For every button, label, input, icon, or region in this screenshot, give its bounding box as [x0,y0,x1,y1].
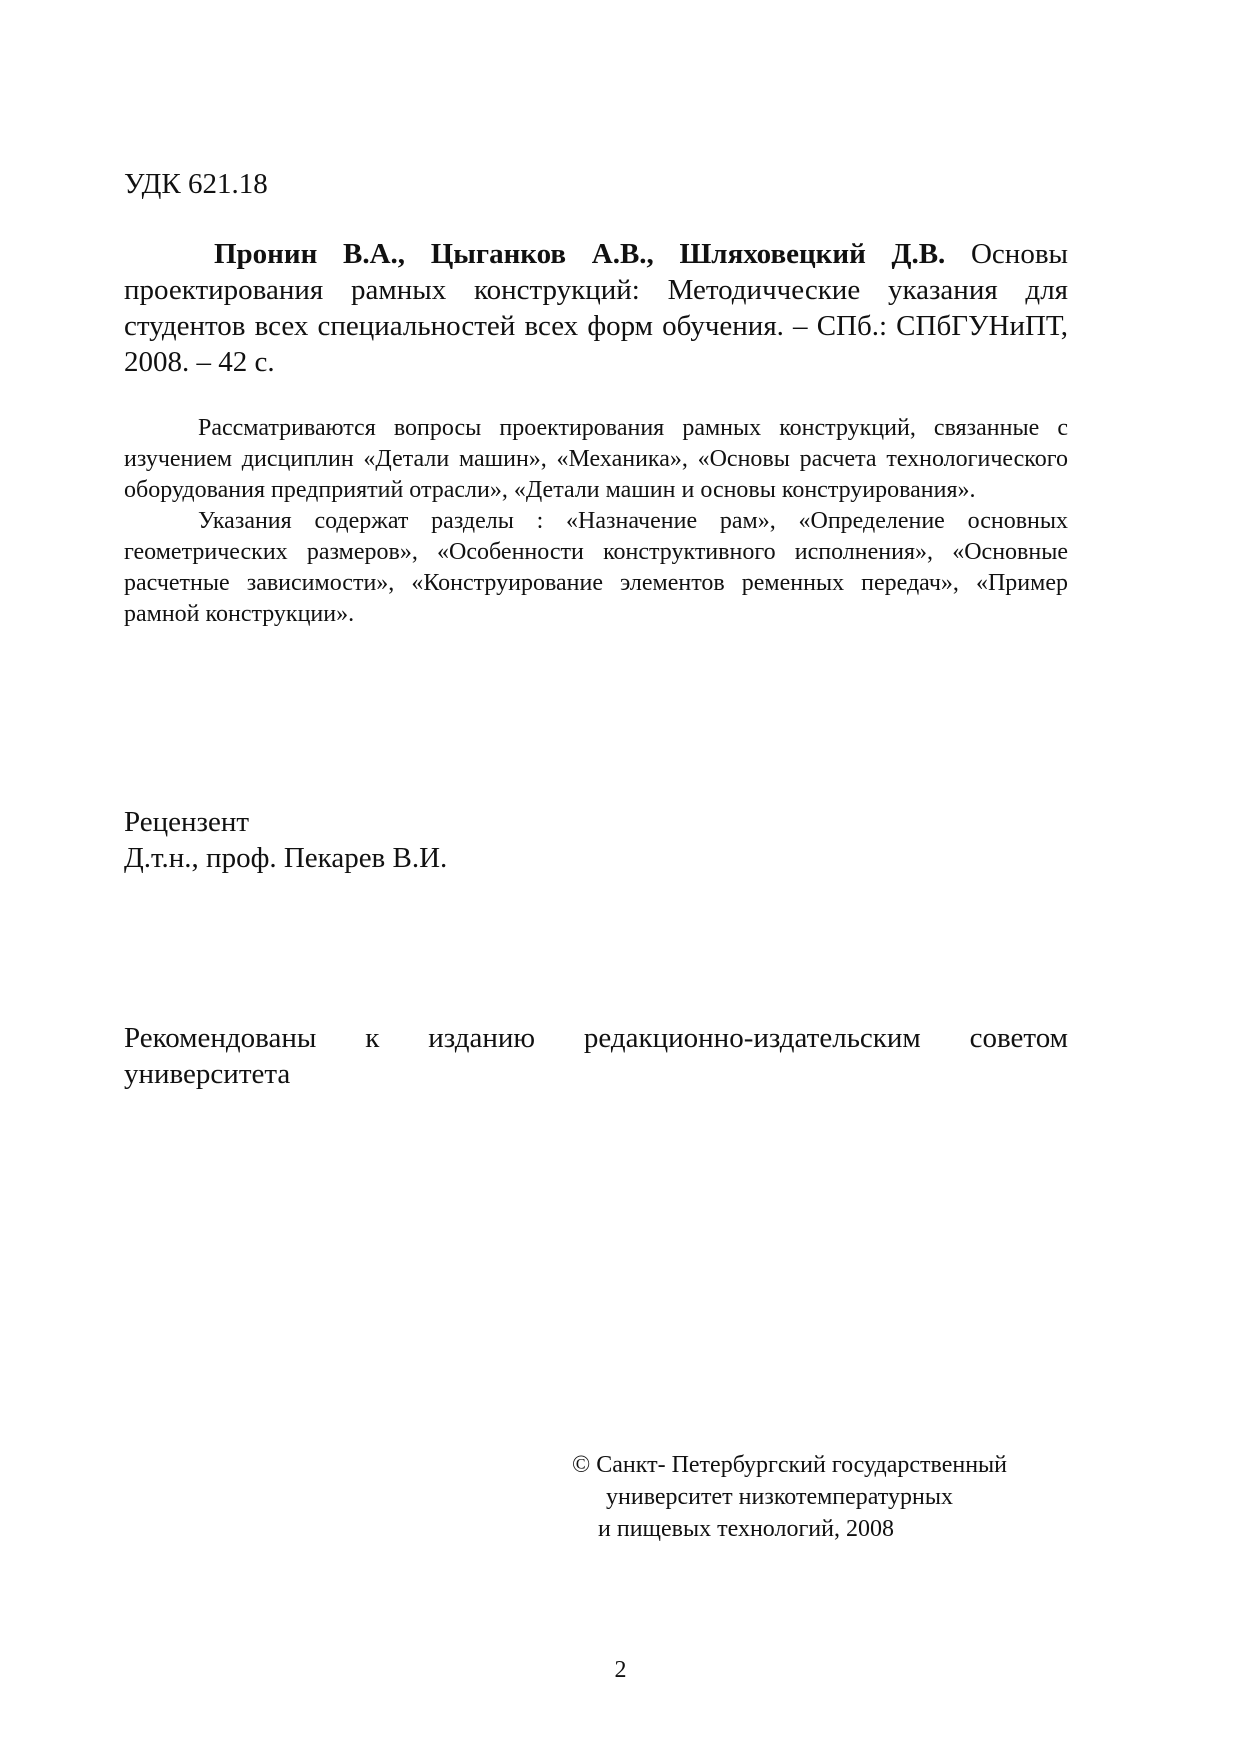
recommendation-line-2: университета [124,1058,291,1090]
abstract [124,413,1068,630]
copyright-line-2: университет низкотемпературных [606,1484,953,1510]
copyright-notice [572,1449,1072,1545]
bibliographic-citation [124,236,1068,380]
recommendation-line-1: Рекомендованы к изданию редакционно-издательским советом [124,1022,1068,1054]
abstract-paragraph-1: Рассматриваются вопросы проектирования рамных конструкций, связанные с изучением дисциплин «Детали машин», «Механика», «Основы расчета технологического оборудования предприятий отрасли», «Детали машин и основы конструирования». [124,415,1068,503]
citation-text: Основы проектирования рамных конструкций: Методичческие указания для студентов всех специальностей всех форм обучения. – СПб.: СПбГУНиПТ, 2008. – 42 с. [124,238,1068,378]
abstract-paragraph-2: Указания содержат разделы : «Назначение рам», «Определение основных геометрических размеров», «Особенности конструктивного исполнения», «Основные расчетные зависимости», «Конструирование элементов ременных передач», «Пример рамной конструкции». [124,508,1068,627]
citation-authors: Пронин В.А., Цыганков А.В., Шляховецкий Д.В. [214,238,946,270]
reviewer-name: Д.т.н., проф. Пекарев В.И. [124,842,448,874]
recommendation-block [124,1020,1068,1092]
reviewer-label: Рецензент [124,806,250,838]
copyright-line-3: и пищевых технологий, 2008 [598,1516,894,1542]
reviewer-block [124,804,1068,876]
page-number: 2 [614,1657,627,1683]
udk-code: УДК 621.18 [124,168,268,200]
copyright-line-1: © Санкт- Петербургский государственный [572,1452,1007,1478]
